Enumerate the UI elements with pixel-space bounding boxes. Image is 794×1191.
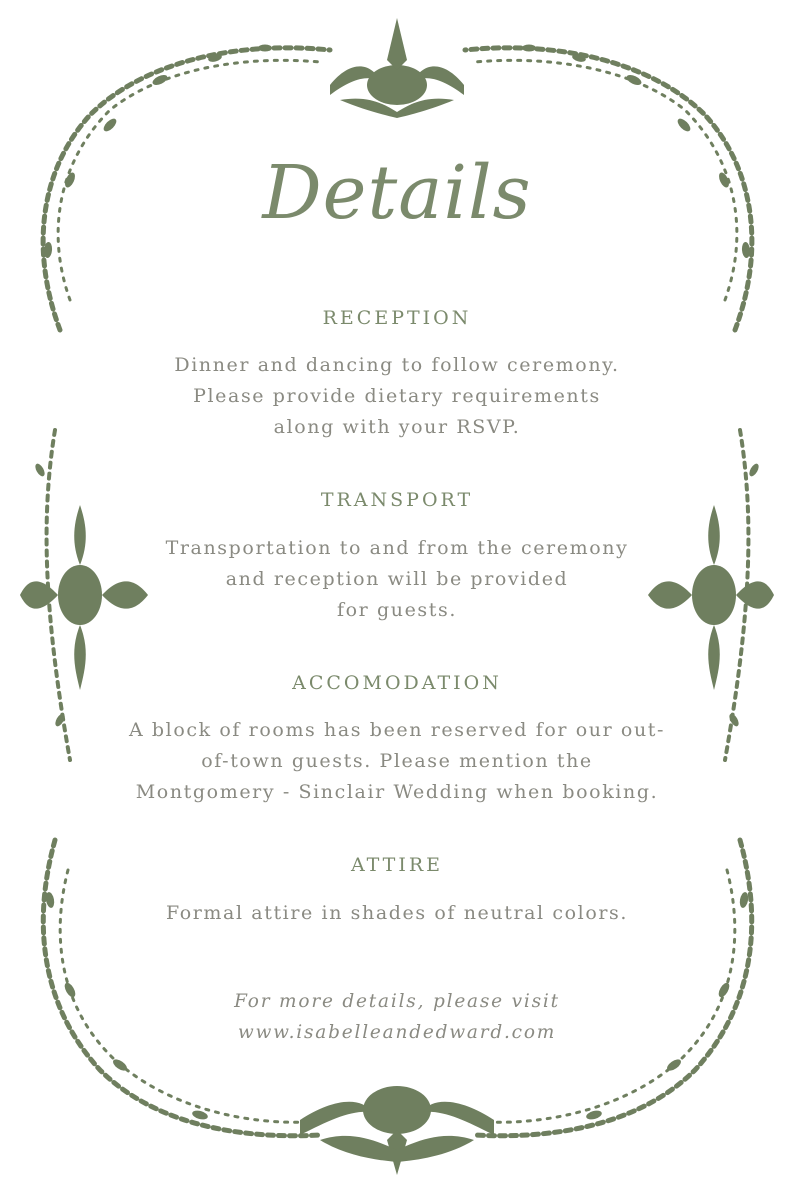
attire-heading: ATTIRE — [350, 854, 444, 876]
transport-heading: TRANSPORT — [320, 489, 474, 511]
reception-heading: RECEPTION — [322, 307, 472, 329]
accomodation-text: A block of rooms has been reserved for our out- of-town guests. Please mention the Montgomery - Sinclair Wedding when booking. — [128, 719, 666, 803]
transport-text: Transportation to and from the ceremony and reception will be provided for guests. — [165, 537, 629, 621]
accomodation-heading: ACCOMODATION — [292, 672, 502, 694]
footer-note — [0, 986, 794, 1048]
page-title: Details — [262, 150, 532, 236]
reception-text: Dinner and dancing to follow ceremony. Please provide dietary requirements along with your RSVP. — [174, 354, 620, 438]
website-link[interactable]: www.isabelleandedward.com — [237, 1022, 557, 1043]
footer-line: For more details, please visit — [234, 991, 560, 1012]
attire-text: Formal attire in shades of neutral colors. — [165, 902, 629, 924]
